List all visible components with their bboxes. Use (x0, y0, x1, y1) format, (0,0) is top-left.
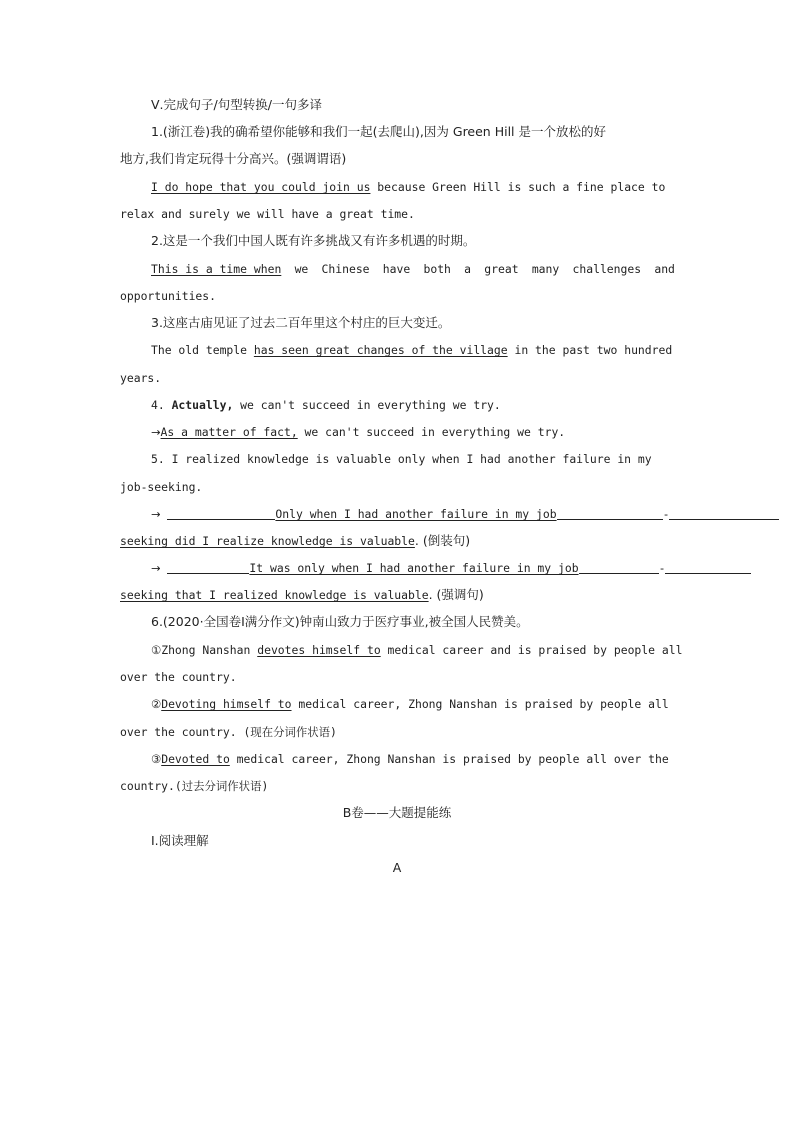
q5-inversion-label: . (倒装句) (414, 533, 471, 548)
arrow-icon: → (151, 561, 161, 575)
q6-s1-answer: devotes himself to (257, 643, 381, 657)
q1-answer: I do hope that you could join us (151, 180, 371, 194)
q5-inversion-line2 (120, 531, 675, 551)
blank-line (167, 559, 249, 574)
q6-s1-line2: over the country. (120, 670, 237, 684)
q2-word: a (464, 262, 472, 276)
q6-s2-post: medical career, Zhong Nanshan is praised by people all (291, 697, 669, 711)
q6-s2-answer: Devoting himself to (161, 697, 292, 711)
q6-s1-pre: ①Zhong Nanshan (151, 643, 258, 657)
blank-line (557, 505, 663, 520)
q4-rest: we can't succeed in everything we try. (233, 398, 501, 412)
q6-s3-pre: ③ (151, 752, 162, 766)
q5-line1: 5. I realized knowledge is valuable only when I had another failure in my (151, 452, 652, 466)
q1-rest-line2: relax and surely we will have a great time. (120, 207, 415, 221)
q2-word: and (654, 262, 675, 276)
q5-emphasis-part2: seeking that I realized knowledge is valuable (120, 588, 429, 602)
q4-num: 4. (151, 398, 172, 412)
q6-s3-post: medical career, Zhong Nanshan is praised by people all over the (229, 752, 669, 766)
q1-prompt-line1: 1.(浙江卷)我的确希望你能够和我们一起(去爬山),因为 Green Hill 是一个放松的好 (151, 124, 607, 139)
q6-s2-pre: ② (151, 697, 162, 711)
q6-sentence3 (151, 749, 675, 769)
q5-inversion-part1: Only when I had another failure in my job (275, 507, 557, 521)
q5-emphasis-label: . (强调句) (428, 587, 484, 602)
passage-label: A (392, 860, 402, 875)
blank-line (669, 505, 779, 520)
blank-line (579, 559, 659, 574)
q4-answer-rest: we can't succeed in everything we try. (297, 425, 566, 439)
section-v-title: Ⅴ.完成句子/句型转换/一句多译 (151, 97, 322, 112)
q5-inversion-line1 (151, 504, 781, 524)
q6-s3-answer: Devoted to (161, 752, 230, 766)
q1-answer-line (151, 177, 675, 197)
blank-line (167, 505, 275, 520)
q1-prompt-line2: 地方,我们肯定玩得十分高兴。(强调谓语) (120, 151, 347, 166)
q3-post: in the past two hundred (507, 343, 673, 357)
q2-word: great (484, 262, 519, 276)
q2-prompt: 2.这是一个我们中国人既有许多挑战又有许多机遇的时期。 (151, 233, 476, 248)
q3-line2: years. (120, 371, 162, 385)
q2-word: we (294, 262, 309, 276)
q6-prompt: 6.(2020·全国卷Ⅰ满分作文)钟南山致力于医疗事业,被全国人民赞美。 (151, 614, 529, 629)
q1-rest-line1: because Green Hill is such a fine place to (370, 180, 666, 194)
q2-answer-line (151, 259, 675, 279)
q5-line2: job-seeking. (120, 480, 203, 494)
q2-word: Chinese (321, 262, 370, 276)
q2-word: challenges (572, 262, 642, 276)
q5-inversion-part2: seeking did I realize knowledge is valuable (120, 534, 415, 548)
q6-sentence2 (151, 694, 675, 714)
q4-answer-line (151, 422, 675, 442)
q4-question-line (151, 395, 675, 415)
q2-word: both (423, 262, 451, 276)
section-b-title: B卷——大题提能练 (342, 805, 452, 820)
blank-line (665, 559, 751, 574)
q6-s3-line2: country.(过去分词作状语) (120, 779, 269, 793)
arrow-icon: → (151, 425, 161, 439)
q3-pre: The old temple (151, 343, 254, 357)
q3-answer: has seen great changes of the village (253, 343, 508, 357)
q6-sentence1 (151, 640, 683, 660)
q5-inversion-dash: - (662, 507, 670, 521)
q5-emphasis-line1 (151, 558, 761, 578)
q2-line2: opportunities. (120, 289, 217, 303)
q5-emphasis-line2 (120, 585, 675, 605)
reading-section-title: Ⅰ.阅读理解 (151, 833, 209, 848)
q5-emphasis-dash: - (658, 561, 666, 575)
q4-bold-word: Actually, (171, 398, 234, 412)
q2-word: have (382, 262, 411, 276)
q6-s1-post: medical career and is praised by people all (380, 643, 683, 657)
q6-s2-line2: over the country. (现在分词作状语) (120, 725, 337, 739)
arrow-icon: → (151, 507, 161, 521)
q3-answer-line (151, 340, 675, 360)
q5-emphasis-part1: It was only when I had another failure in my job (249, 561, 579, 575)
q3-prompt: 3.这座古庙见证了过去二百年里这个村庄的巨大变迁。 (151, 315, 451, 330)
q2-answer: This is a time when (151, 262, 282, 276)
q2-word: many (531, 262, 560, 276)
q4-answer: As a matter of fact, (160, 425, 298, 439)
